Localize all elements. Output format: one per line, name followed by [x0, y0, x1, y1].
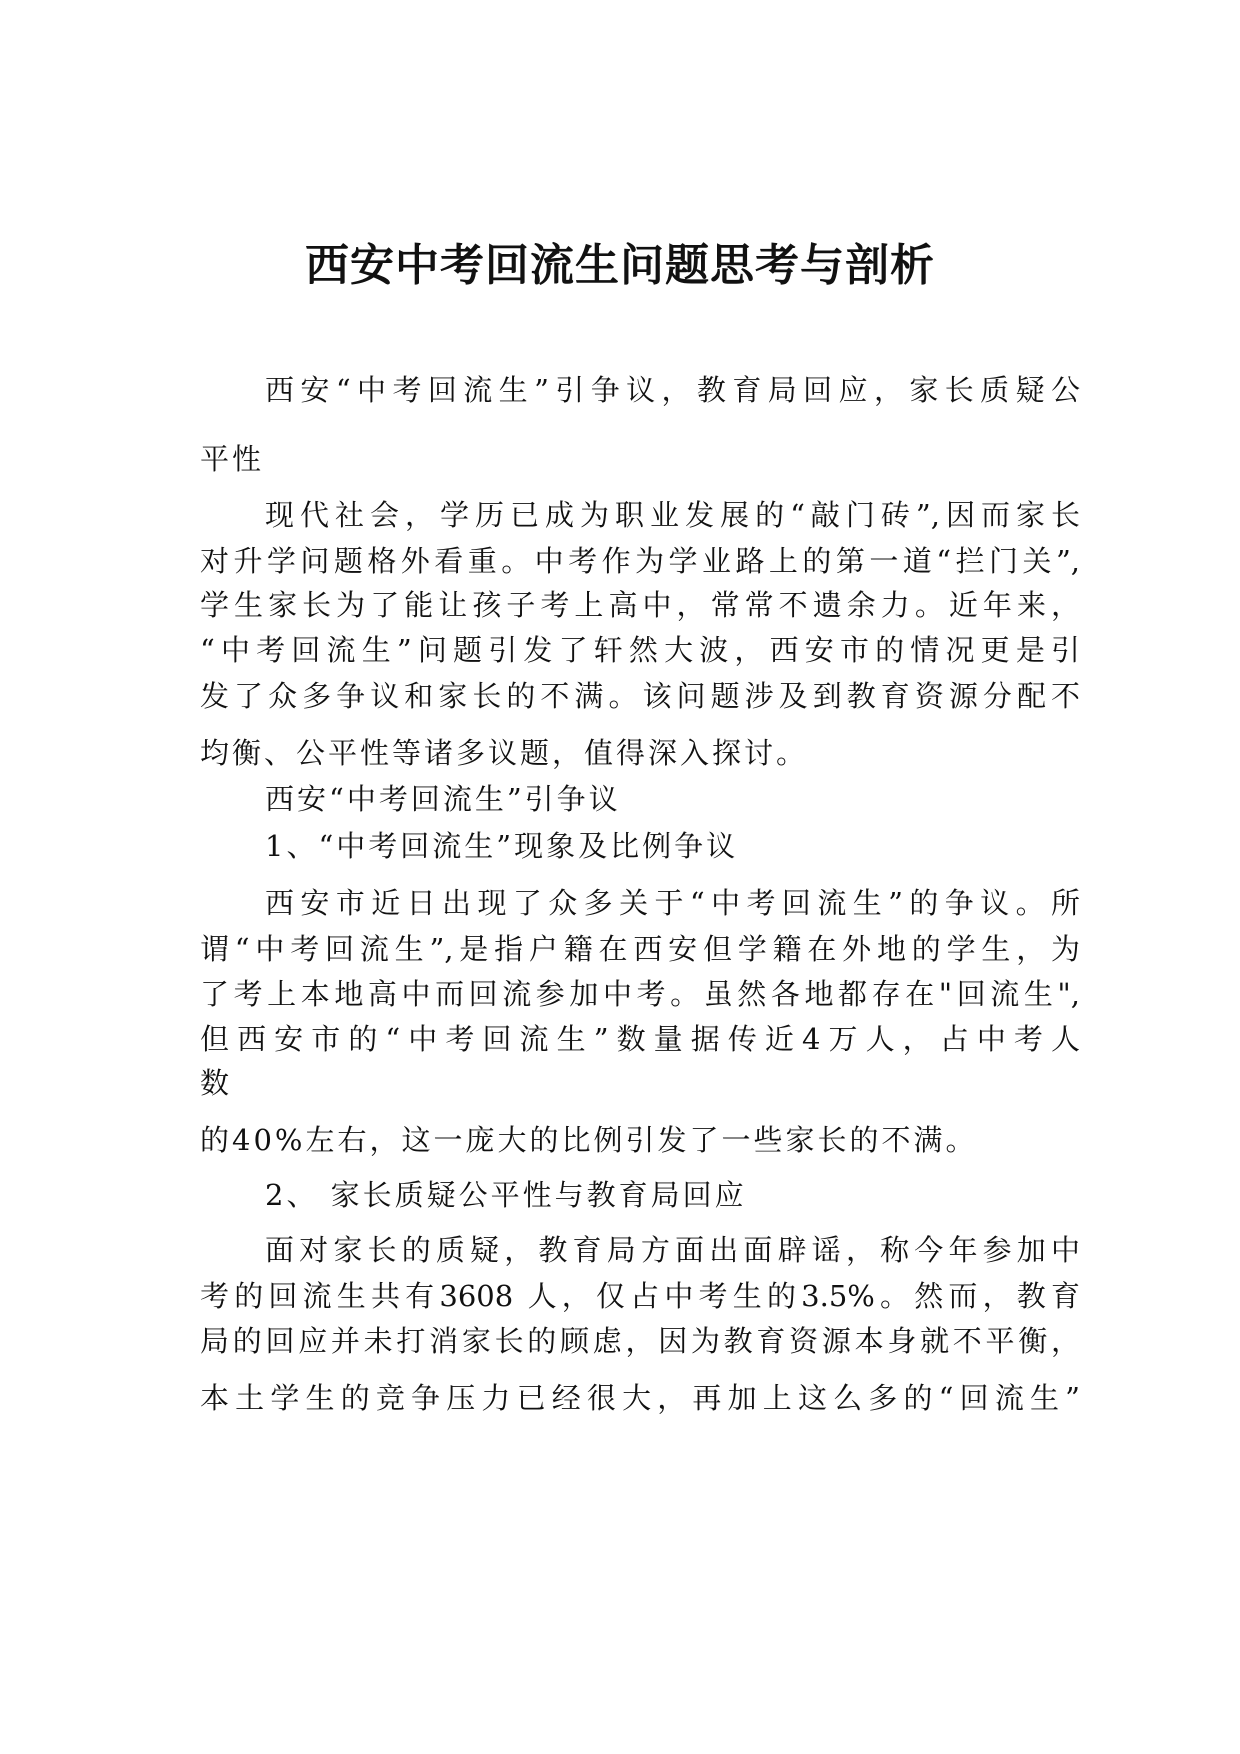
- paragraph-line: 了考上本地高中而回流参加中考。虽然各地都存在"回流生",: [200, 977, 1080, 1011]
- paragraph-line: 均衡、公平性等诸多议题，值得深入探讨。: [200, 736, 809, 770]
- paragraph-line: 西安“中考回流生”引争议，教育局回应，家长质疑公: [265, 373, 1080, 407]
- subsection-heading: 1、“中考回流生”现象及比例争议: [265, 829, 739, 863]
- paragraph-line: 数: [200, 1066, 233, 1100]
- section-heading: 西安“中考回流生”引争议: [265, 782, 621, 816]
- subsection-heading: 2、 家长质疑公平性与教育局回应: [265, 1178, 747, 1212]
- paragraph-line: 对升学问题格外看重。中考作为学业路上的第一道“拦门关”,: [200, 544, 1080, 578]
- paragraph-line: 学生家长为了能让孩子考上高中，常常不遗余力。近年来，: [200, 588, 1080, 622]
- paragraph-line: 谓“中考回流生”,是指户籍在西安但学籍在外地的学生，为: [200, 932, 1080, 966]
- document-title: 西安中考回流生问题思考与剖析: [305, 240, 935, 291]
- paragraph-line: 但西安市的“中考回流生”数量据传近4万人，占中考人: [200, 1022, 1080, 1056]
- paragraph-line: 现代社会，学历已成为职业发展的“敲门砖”,因而家长: [265, 498, 1080, 532]
- paragraph-line: 的40%左右，这一庞大的比例引发了一些家长的不满。: [200, 1123, 978, 1157]
- paragraph-line: 考的回流生共有3608 人，仅占中考生的3.5%。然而，教育: [200, 1279, 1080, 1313]
- paragraph-line: 局的回应并未打消家长的顾虑，因为教育资源本身就不平衡，: [200, 1324, 1080, 1358]
- paragraph-line: 发了众多争议和家长的不满。该问题涉及到教育资源分配不: [200, 679, 1080, 713]
- paragraph-line: 本土学生的竞争压力已经很大，再加上这么多的“回流生”: [200, 1381, 1080, 1415]
- paragraph-line: 面对家长的质疑，教育局方面出面辟谣，称今年参加中: [265, 1233, 1080, 1267]
- paragraph-line: “中考回流生”问题引发了轩然大波，西安市的情况更是引: [200, 633, 1080, 667]
- paragraph-line: 平性: [200, 442, 265, 476]
- paragraph-line: 西安市近日出现了众多关于“中考回流生”的争议。所: [265, 886, 1080, 920]
